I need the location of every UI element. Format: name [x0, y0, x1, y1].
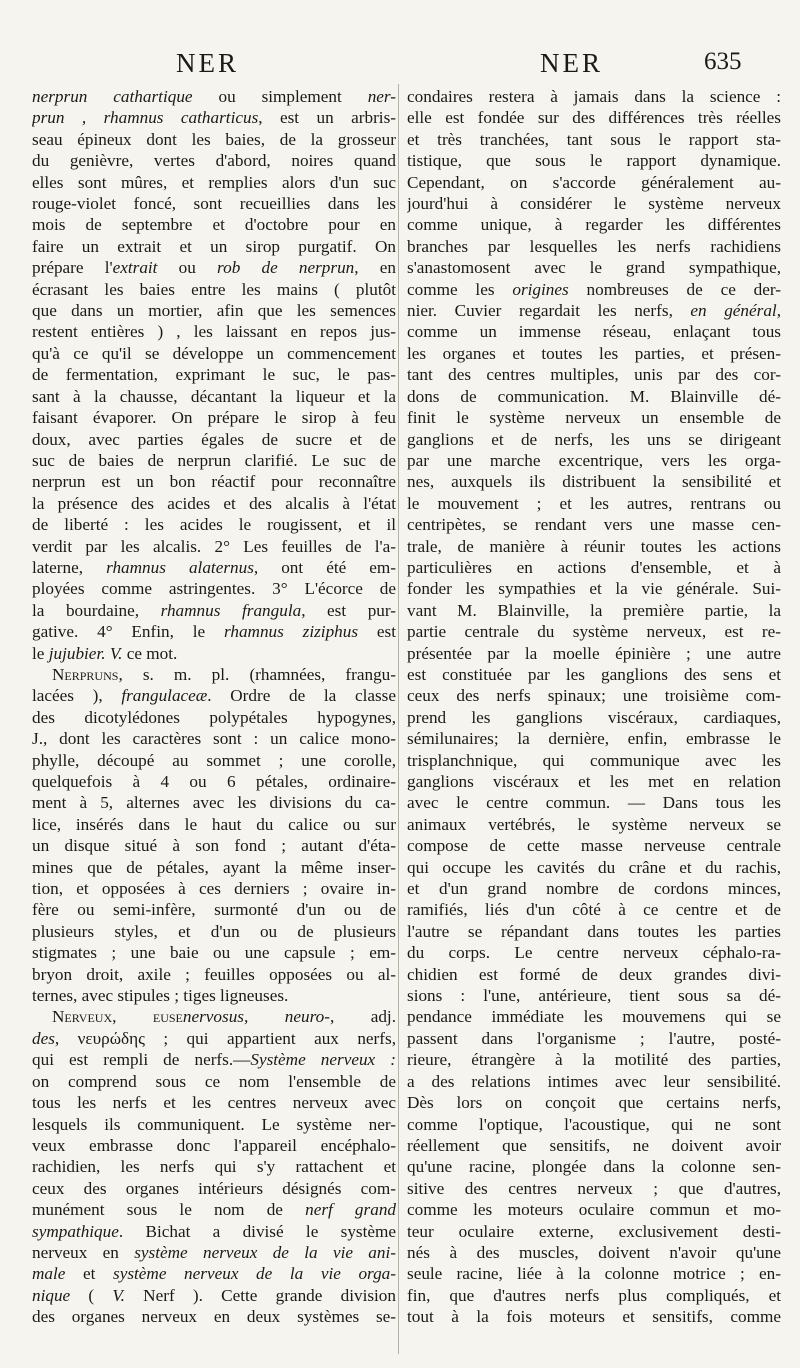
body-text: tistique, que sous le rapport dynamique.: [407, 151, 781, 171]
left-column-line: [32, 728, 396, 749]
right-column-line: [407, 750, 781, 771]
right-column-line: [407, 878, 781, 899]
body-text: et: [65, 1264, 114, 1284]
body-text: ou simplement: [192, 87, 368, 106]
body-text: ment à 5, alternes avec les divisions du ca-: [32, 793, 396, 813]
headword: euse: [152, 1007, 183, 1027]
left-column-line: [32, 386, 396, 407]
left-column-line: [32, 214, 396, 235]
right-column-line: [407, 193, 781, 214]
italic-text: nique: [32, 1285, 71, 1305]
italic-text: nerprun cathartique: [32, 87, 193, 106]
body-text: laterne,: [32, 557, 107, 577]
header-left-word: NER: [176, 48, 239, 78]
body-text: particulières en actions d'ensemble, et à: [407, 557, 781, 577]
right-column-line: [407, 1263, 781, 1284]
left-column-line: [32, 257, 396, 278]
body-text: et très tranchées, tant sous le rapport sta-: [407, 129, 781, 149]
body-text: tout à la fois moteurs et sensitifs, comme: [407, 1307, 781, 1327]
left-column-line: [32, 600, 396, 621]
right-column-line: [407, 450, 781, 471]
body-text: s'anastomosent avec le grand sympathique,: [407, 258, 781, 278]
body-text: sions : l'une, antérieure, tient sous sa dé-: [407, 986, 781, 1006]
body-text: finit le système nerveux un ensemble de: [407, 408, 781, 428]
body-text: rachidien, les nerfs qui s'y rattachent et: [32, 1157, 396, 1177]
body-text: que dans un mortier, afin que les semences: [32, 301, 396, 321]
left-column-line: [32, 621, 396, 642]
body-text: réellement que sensitifs, ne doivent avoir: [407, 1135, 781, 1155]
body-text: , ont été em-: [253, 557, 396, 577]
body-text: du genièvre, vertes d'abord, noires quand: [32, 151, 396, 171]
right-column-line: [407, 835, 781, 856]
body-text: ramifiés, liés d'un côté à ce centre et de: [407, 900, 781, 920]
right-column-line: [407, 557, 781, 578]
body-text: mois de septembre et d'octobre pour en: [32, 215, 396, 235]
body-text: faire un extrait et un sirop purgatif. On: [32, 236, 396, 256]
left-column-line: [32, 835, 396, 856]
body-text: munément sous le nom de: [32, 1200, 306, 1220]
right-column-line: [407, 964, 781, 985]
left-column-line: [32, 1306, 396, 1327]
body-text: par une marche excentrique, vers les orga-: [407, 450, 781, 470]
body-text: un disque situé à son fond ; autant d'éta-: [32, 836, 396, 856]
italic-text: en général: [690, 301, 777, 321]
left-column-line: [32, 450, 396, 471]
italic-text: système nerveux de la vie ani-: [134, 1242, 396, 1262]
right-column-line: [407, 707, 781, 728]
body-text: avec le centre commun. — Dans tous les: [407, 793, 781, 813]
body-text: tous les nerfs et les centres nerveux avec: [32, 1093, 396, 1113]
left-column-line: [32, 921, 396, 942]
page-number: 635: [704, 48, 742, 75]
left-column-line: [32, 471, 396, 492]
body-text: phylle, découpé au sommet ; une corolle,: [32, 750, 396, 770]
body-text: pendance immédiate les mouvemens qui se: [407, 1007, 781, 1027]
body-text: chidien est formé de deux grandes divi-: [407, 964, 781, 984]
right-column-line: [407, 129, 781, 150]
left-column-line: [32, 985, 396, 1006]
body-text: qu'à ce qu'il se développe un commencement: [32, 343, 396, 363]
right-column-line: [407, 150, 781, 171]
right-column-line: [407, 107, 781, 128]
body-text: sant à la chausse, décantant la liqueur et la: [32, 386, 396, 406]
body-text: sitive des centres nerveux ; que d'autres,: [407, 1178, 781, 1198]
right-column-line: [407, 214, 781, 235]
body-text: passent dans l'organisme ; l'autre, posté-: [407, 1028, 781, 1048]
body-text: le: [32, 643, 49, 663]
body-text: des organes nerveux en deux systèmes se-: [32, 1307, 396, 1327]
body-text: vant M. Blainville, la première partie, la: [407, 600, 781, 620]
italic-text: prun , rhamnus catharticus: [32, 108, 259, 128]
body-text: qui occupe les cavités du crâne et du rachis,: [407, 857, 781, 877]
body-text: nombreuses de ce der-: [568, 279, 781, 299]
right-text-column: [407, 86, 781, 1328]
body-text: Cependant, on s'accorde généralement au-: [407, 172, 781, 192]
body-text: , adj.: [329, 1007, 396, 1027]
right-column-line: [407, 1242, 781, 1263]
left-column-line: [32, 643, 396, 664]
left-column-line: [32, 750, 396, 771]
body-text: on comprend sous ce nom l'ensemble de: [32, 1071, 396, 1091]
body-text: ceux des organes intérieurs désignés com-: [32, 1178, 396, 1198]
body-text: ployées comme astringentes. 3° L'écorce de: [32, 579, 396, 599]
right-column-line: [407, 1071, 781, 1092]
left-column-line: [32, 814, 396, 835]
left-column-line: [32, 685, 396, 706]
right-column-line: [407, 514, 781, 535]
left-column-line: [32, 407, 396, 428]
right-column-line: [407, 643, 781, 664]
left-column-line: [32, 557, 396, 578]
right-column-line: [407, 1221, 781, 1242]
body-text: , s. m. pl. (rhamnées, frangu-: [118, 664, 396, 684]
body-text: elles sont mûres, et remplies alors d'un suc: [32, 172, 396, 192]
body-text: présentée par la moelle épinière ; une autre: [407, 643, 781, 663]
italic-text: extrait: [112, 258, 158, 278]
body-text: rouge-violet foncé, sont recueillies dans les: [32, 194, 396, 214]
italic-text: rhamnus frangula: [160, 600, 302, 620]
body-text: stigmates ; une baie ou une capsule ; em-: [32, 943, 396, 963]
body-text: ganglions et de nerfs, les uns se dirigeant: [407, 429, 781, 449]
right-column-line: [407, 321, 781, 342]
left-column-line: [32, 364, 396, 385]
body-text: faisant évaporer. On prépare le sirop à feu: [32, 408, 396, 428]
body-text: prend les ganglions viscéraux, cardiaques,: [407, 707, 781, 727]
right-column-line: [407, 600, 781, 621]
body-text: tion, et opposées à ces derniers ; ovaire in-: [32, 879, 396, 899]
body-text: (: [70, 1285, 113, 1305]
right-column-line: [407, 771, 781, 792]
body-text: le mouvement ; et les autres, rentrans ou: [407, 493, 781, 513]
body-text: ,: [776, 301, 781, 321]
body-text: , est un arbris-: [258, 108, 396, 128]
body-text: la présence des acides et des alcalis à l'état: [32, 493, 396, 513]
body-text: des dicotylédones polypétales hypogynes,: [32, 707, 396, 727]
body-text: prépare l': [32, 258, 113, 278]
left-column-line: [32, 1049, 396, 1070]
right-column-line: [407, 86, 781, 107]
body-text: la bourdaine,: [32, 600, 161, 620]
right-column-line: [407, 1049, 781, 1070]
left-column-line: [32, 1242, 396, 1263]
body-text: condaires restera à jamais dans la science :: [407, 87, 781, 106]
body-text: , est pur-: [301, 600, 396, 620]
right-column-line: [407, 1156, 781, 1177]
body-text: ,: [112, 1007, 153, 1027]
right-column-line: [407, 1306, 781, 1327]
italic-text: rhamnus alaternus: [106, 557, 254, 577]
right-column-line: [407, 1199, 781, 1220]
right-column-line: [407, 728, 781, 749]
left-column-line: [32, 536, 396, 557]
headword: Nerpruns: [52, 664, 119, 684]
right-column-line: [407, 536, 781, 557]
body-text: jourd'hui à considérer le système nerveux: [407, 194, 781, 214]
body-text: les organes et toutes les parties, et présen-: [407, 343, 781, 363]
body-text: nerveux en: [32, 1242, 135, 1262]
left-column-line: [32, 172, 396, 193]
left-column-line: [32, 578, 396, 599]
left-column-line: [32, 107, 396, 128]
body-text: compose de cette masse nerveuse centrale: [407, 836, 781, 856]
left-column-line: [32, 429, 396, 450]
italic-text: sympathique: [32, 1221, 119, 1241]
left-column-line: [32, 1028, 396, 1049]
right-column-line: [407, 578, 781, 599]
body-text: bryon droit, axile ; feuilles opposées ou al-: [32, 964, 396, 984]
body-text: seau épineux dont les baies, de la grosseur: [32, 129, 396, 149]
body-text: l'autre se répandant dans toutes les parties: [407, 921, 781, 941]
right-column-line: [407, 664, 781, 685]
right-column-line: [407, 1178, 781, 1199]
body-text: centripètes, se rendant vers une masse cen-: [407, 515, 781, 535]
right-column-line: [407, 792, 781, 813]
body-text: seule racine, liée à la colonne motrice ; en-: [407, 1264, 781, 1284]
body-text: a des relations intimes avec leur sensibilité.: [407, 1071, 781, 1091]
left-column-line: [32, 899, 396, 920]
body-text: lesquels ils communiquent. Le système ner-: [32, 1114, 396, 1134]
left-column-line: [32, 1135, 396, 1156]
left-column-line: [32, 1221, 396, 1242]
left-column-line: [32, 279, 396, 300]
left-column-line: [32, 493, 396, 514]
body-text: mines que de pétales, ayant la même inser-: [32, 857, 396, 877]
right-column-line: [407, 621, 781, 642]
right-column-line: [407, 1006, 781, 1027]
body-text: fère ou semi-infère, surmonté d'un ou de: [32, 900, 396, 920]
right-column-line: [407, 921, 781, 942]
body-text: fin, que d'autres nerfs plus compliqués, et: [407, 1285, 781, 1305]
body-text: et d'un grand nombre de cordons minces,: [407, 879, 781, 899]
body-text: doux, avec parties égales de sucre et de: [32, 429, 396, 449]
body-text: ou: [157, 258, 218, 278]
left-column-line: [32, 343, 396, 364]
body-text: nier. Cuvier regardait les nerfs,: [407, 301, 691, 321]
body-text: branches par lesquelles les nerfs rachidiens: [407, 236, 781, 256]
italic-text: Système nerveux :: [250, 1050, 396, 1070]
body-text: dons de communication. M. Blainville dé-: [407, 386, 781, 406]
left-column-line: [32, 514, 396, 535]
italic-text: jujubier. V.: [48, 643, 123, 663]
right-column-line: [407, 493, 781, 514]
right-column-line: [407, 942, 781, 963]
header-right-word: NER: [540, 48, 603, 78]
running-header: [0, 48, 800, 88]
body-text: comme un immense réseau, enlaçant tous: [407, 322, 781, 342]
right-column-line: [407, 364, 781, 385]
body-text: du corps. Le centre nerveux céphalo-ra-: [407, 943, 781, 963]
left-column-line: [32, 300, 396, 321]
body-text: veux embrasse donc l'appareil encéphalo-: [32, 1135, 396, 1155]
body-text: . Ordre de la classe: [207, 686, 396, 706]
body-text: nerprun est un bon réactif pour reconnaître: [32, 472, 396, 492]
body-text: Dès lors on conçoit que certains nerfs,: [407, 1093, 781, 1113]
left-column-line: [32, 964, 396, 985]
left-column-line: [32, 193, 396, 214]
right-column-line: [407, 257, 781, 278]
right-column-line: [407, 857, 781, 878]
body-text: comme unique, à regarder les différentes: [407, 215, 781, 235]
left-column-line: [32, 1114, 396, 1135]
left-column-line: [32, 1178, 396, 1199]
body-text: de liberté : les acides le rougissent, et il: [32, 515, 396, 535]
body-text: partie centrale du système nerveux, est re-: [407, 622, 781, 642]
left-column-line: [32, 857, 396, 878]
left-column-line: [32, 1263, 396, 1284]
left-column-line: [32, 1006, 396, 1027]
left-text-column: [32, 86, 396, 1328]
left-column-line: [32, 1199, 396, 1220]
body-text: trale, de manière à réunir toutes les actions: [407, 536, 781, 556]
body-text: . Bichat a divisé le système: [118, 1221, 396, 1241]
left-column-line: [32, 86, 396, 107]
italic-text: nervosus, neuro-: [182, 1007, 330, 1027]
body-text: J., dont les caractères sont : un calice mono-: [32, 729, 396, 749]
left-column-line: [32, 1071, 396, 1092]
body-text: qui est rempli de nerfs.—: [32, 1050, 251, 1070]
body-text: elle est fondée sur des différences très réelles: [407, 108, 781, 128]
body-text: Nerf ). Cette grande division: [124, 1285, 396, 1305]
right-column-line: [407, 985, 781, 1006]
right-column-line: [407, 814, 781, 835]
right-column-line: [407, 899, 781, 920]
body-text: de fermentation, exprimant le suc, le pas-: [32, 365, 396, 385]
column-divider: [398, 84, 399, 1354]
right-column-line: [407, 1092, 781, 1113]
left-column-line: [32, 236, 396, 257]
body-text: animaux vertébrés, le système nerveux se: [407, 814, 781, 834]
body-text: sémilunaires; la dernière, enfin, embrasse le: [407, 729, 781, 749]
body-text: ganglions viscéraux et les met en relation: [407, 772, 781, 791]
body-text: comme les moteurs oculaire commun et mo-: [407, 1200, 781, 1220]
left-column-line: [32, 321, 396, 342]
left-column-line: [32, 129, 396, 150]
body-text: suc de baies de nerprun clarifié. Le suc de: [32, 450, 396, 470]
body-text: trisplanchnique, qui communique avec les: [407, 750, 781, 770]
right-column-line: [407, 685, 781, 706]
body-text: ternes, avec stipules ; tiges ligneuses.: [32, 986, 289, 1006]
right-column-line: [407, 279, 781, 300]
body-text: est constituée par les ganglions des sens et: [407, 664, 781, 684]
body-text: ce mot.: [122, 643, 178, 663]
body-text: lice, insérés dans le haut du calice ou sur: [32, 814, 396, 834]
right-column-line: [407, 343, 781, 364]
italic-text: origines: [512, 279, 569, 299]
right-column-line: [407, 429, 781, 450]
body-text: plusieurs styles, et d'un ou de plusieurs: [32, 921, 396, 941]
italic-text: V.: [112, 1285, 125, 1305]
left-column-line: [32, 1092, 396, 1113]
left-column-line: [32, 771, 396, 792]
italic-text: rob de nerprun: [217, 258, 355, 278]
headword: Nerveux: [52, 1007, 113, 1027]
body-text: comme les: [407, 279, 513, 299]
body-text: verdit par les alcalis. 2° Les feuilles de l'a-: [32, 536, 396, 556]
body-text: comme l'optique, l'acoustique, qui ne sont: [407, 1114, 781, 1134]
body-text: qu'une racine, plongée dans la colonne sen-: [407, 1157, 781, 1177]
body-text: teur oculaire externe, exclusivement desti-: [407, 1221, 781, 1241]
right-column-line: [407, 1285, 781, 1306]
body-text: restent entières ) , les laissant en repos jus-: [32, 322, 396, 342]
body-text: est: [358, 622, 396, 642]
body-text: ceux des nerfs spinaux; une troisième com-: [407, 686, 781, 706]
italic-text: nerf grand: [305, 1200, 396, 1220]
right-column-line: [407, 407, 781, 428]
right-column-line: [407, 386, 781, 407]
italic-text: des: [32, 1028, 55, 1048]
right-column-line: [407, 1028, 781, 1049]
right-column-line: [407, 236, 781, 257]
body-text: lacées ),: [32, 686, 122, 706]
left-column-line: [32, 150, 396, 171]
right-column-line: [407, 172, 781, 193]
left-column-line: [32, 664, 396, 685]
italic-text: système nerveux de la vie orga-: [113, 1264, 396, 1284]
body-text: gative. 4° Enfin, le: [32, 622, 224, 642]
italic-text: male: [32, 1264, 66, 1284]
left-column-line: [32, 707, 396, 728]
left-column-line: [32, 878, 396, 899]
italic-text: frangulaceæ: [121, 686, 208, 706]
body-text: quelquefois à 4 ou 6 pétales, ordinaire-: [32, 772, 396, 791]
left-column-line: [32, 1156, 396, 1177]
body-text: , en: [354, 258, 396, 278]
left-column-line: [32, 792, 396, 813]
body-text: fonder les sympathies et la vie générale. Sui-: [407, 579, 781, 599]
italic-text: rhamnus ziziphus: [223, 622, 359, 642]
body-text: nes, auxquels ils distribuent la sensibilité et: [407, 472, 781, 492]
right-column-line: [407, 1114, 781, 1135]
right-column-line: [407, 471, 781, 492]
body-text: écrasant les baies entre les mains ( plutôt: [32, 279, 396, 299]
right-column-line: [407, 300, 781, 321]
left-column-line: [32, 942, 396, 963]
right-column-line: [407, 1135, 781, 1156]
body-text: rieure, étrangère à la motilité des parties,: [407, 1050, 781, 1070]
body-text: , νευρώδης ; qui appartient aux nerfs,: [54, 1028, 396, 1048]
body-text: nés à des muscles, doivent n'avoir qu'une: [407, 1242, 781, 1262]
body-text: tant des centres multiples, unis par des cor-: [407, 365, 781, 385]
left-column-line: [32, 1285, 396, 1306]
italic-text: ner-: [367, 87, 396, 106]
